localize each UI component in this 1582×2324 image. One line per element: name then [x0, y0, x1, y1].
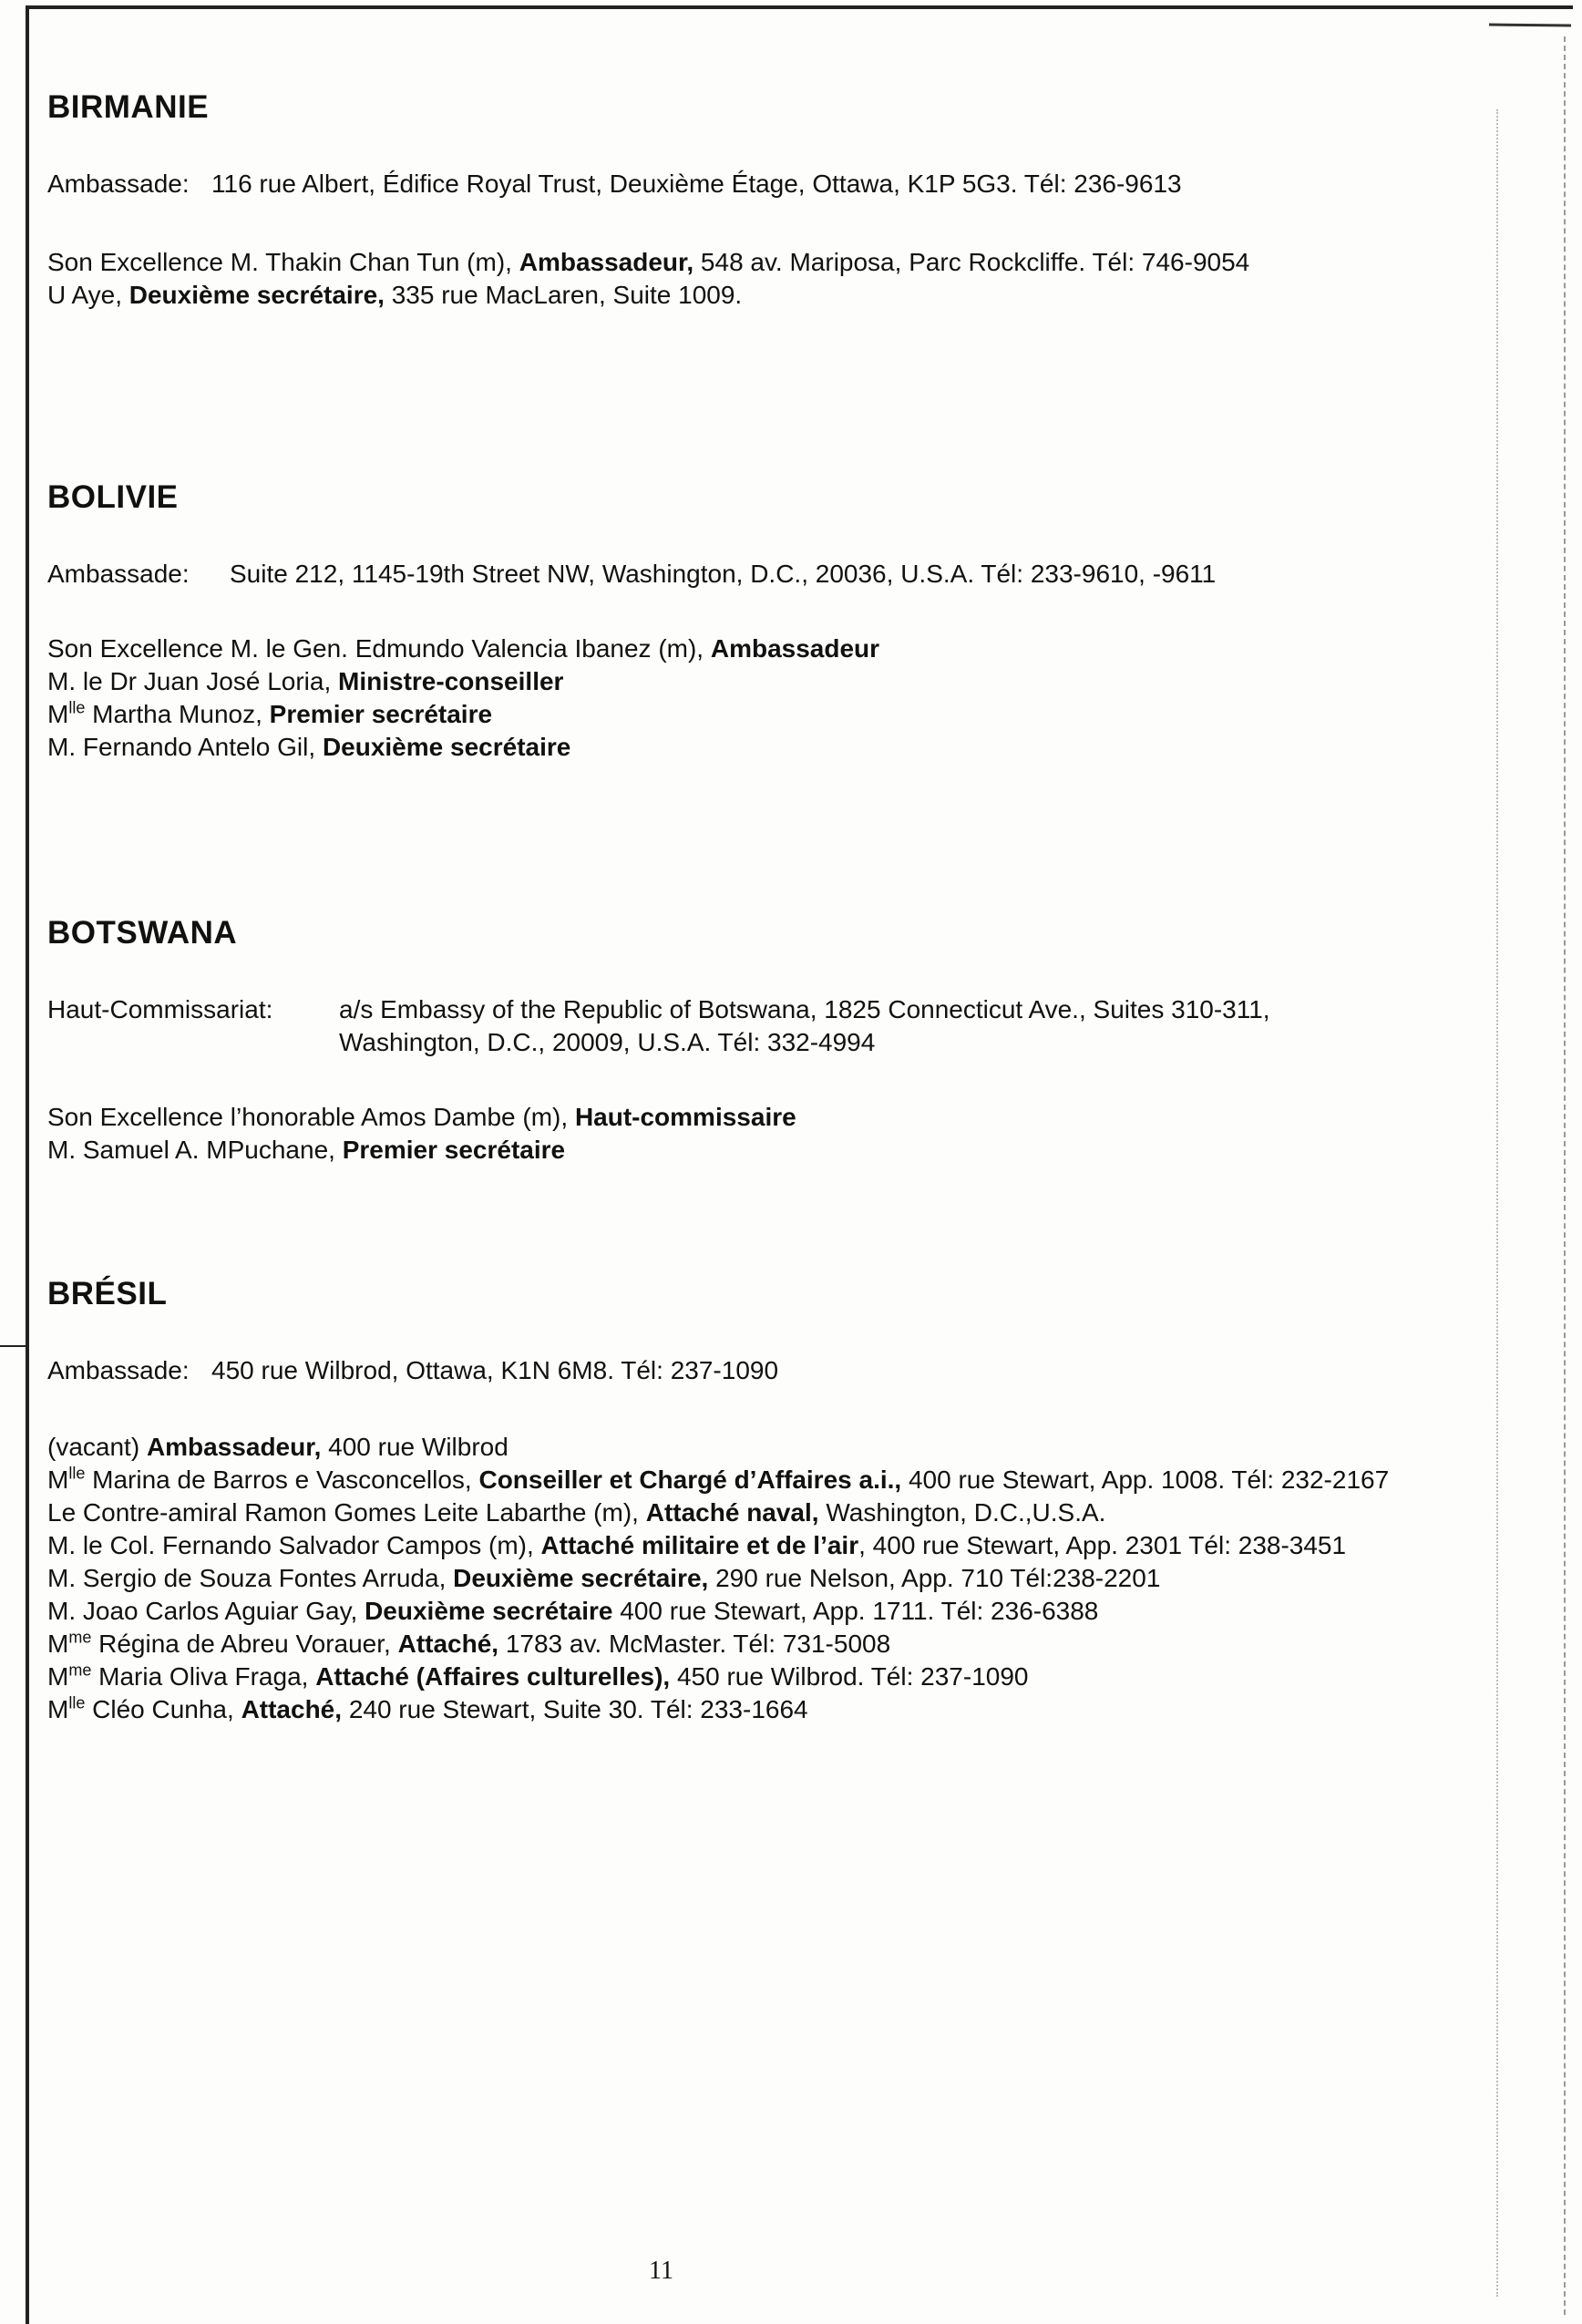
person-entry [47, 731, 1414, 764]
person-entry [47, 1628, 1414, 1661]
person-entry [47, 1101, 1414, 1134]
person-entry [47, 1661, 1414, 1693]
person-details: 400 rue Stewart, App. 1711. Tél: 236-6388 [620, 1597, 1099, 1625]
person-name: M. Joao Carlos Aguiar Gay, [47, 1597, 358, 1625]
person-entry [47, 632, 1414, 665]
person-title: Attaché naval, [645, 1498, 819, 1527]
person-title: Premier secrétaire [342, 1136, 566, 1164]
office-entry [47, 558, 1414, 591]
person-name: (vacant) [47, 1433, 140, 1461]
office-entry [47, 993, 1414, 1059]
person-entry [47, 1496, 1414, 1529]
person-entry [47, 1529, 1414, 1562]
person-name: Marina de Barros e Vasconcellos, [92, 1465, 472, 1494]
country-heading: BRÉSIL [47, 1276, 168, 1311]
person-title: Deuxième secrétaire [322, 733, 571, 761]
person-title: Attaché (Affaires culturelles), [315, 1662, 671, 1691]
person-name: Son Excellence l’honorable Amos Dambe (m), [47, 1103, 569, 1131]
country-section-birmanie [47, 89, 1414, 312]
office-label: Ambassade: [47, 560, 190, 588]
person-title: Ambassadeur, [146, 1433, 322, 1461]
person-name: Martha Munoz, [92, 700, 262, 728]
person-name: M. le Col. Fernando Salvador Campos (m), [47, 1531, 534, 1559]
person-title: Conseiller et Chargé d’Affaires a.i., [478, 1465, 902, 1494]
office-label: Ambassade: [47, 1356, 190, 1384]
person-entry [47, 698, 1414, 731]
country-section-bresil [47, 1276, 1414, 1726]
personnel-list [47, 1431, 1414, 1726]
person-title: Attaché, [241, 1695, 343, 1723]
honorific: M [47, 1662, 69, 1691]
person-details: 1783 av. McMaster. Tél: 731-5008 [505, 1630, 891, 1658]
honorific-suffix: me [68, 1628, 92, 1647]
honorific-suffix: lle [68, 1464, 86, 1483]
person-title: Deuxième secrétaire [365, 1597, 613, 1625]
person-title: Ambassadeur [710, 634, 880, 663]
person-name: M. Sergio de Souza Fontes Arruda, [47, 1564, 447, 1592]
person-entry [47, 1134, 1414, 1167]
person-entry [47, 665, 1414, 698]
right-edge-artifact-inner [1496, 109, 1498, 2297]
person-details: 240 rue Stewart, Suite 30. Tél: 233-1664 [348, 1695, 808, 1723]
country-heading: BIRMANIE [47, 89, 210, 125]
person-name: M. le Dr Juan José Loria, [47, 667, 332, 695]
top-border-rule [26, 5, 1573, 9]
person-title: Attaché militaire et de l’air [540, 1531, 859, 1559]
person-title: Attaché, [397, 1630, 499, 1658]
person-entry [47, 1464, 1414, 1496]
person-name: Son Excellence M. Thakin Chan Tun (m), [47, 248, 512, 276]
person-name: U Aye, [47, 281, 122, 309]
person-title: Ambassadeur, [519, 248, 694, 276]
person-entry [47, 1595, 1414, 1628]
person-entry [47, 1562, 1414, 1595]
honorific: M [47, 1465, 69, 1494]
top-border-rule-secondary [1489, 24, 1571, 27]
person-entry [47, 1431, 1414, 1464]
person-details: 450 rue Wilbrod. Tél: 237-1090 [676, 1662, 1029, 1691]
person-title: Ministre-conseiller [338, 667, 564, 695]
person-name: M. Samuel A. MPuchane, [47, 1136, 335, 1164]
country-heading: BOTSWANA [47, 915, 238, 951]
person-name: Le Contre-amiral Ramon Gomes Leite Labarthe (m), [47, 1498, 639, 1527]
office-label: Haut-Commissariat: [47, 995, 273, 1023]
person-details: , 400 rue Stewart, App. 2301 Tél: 238-3451 [858, 1531, 1347, 1559]
person-title: Deuxième secrétaire, [128, 281, 385, 309]
office-address: a/s Embassy of the Republic of Botswana, 1825 Connecticut Ave., Suites 310-311, Washington, D.C., 20009, U.S.A. Tél: 332-4994 [339, 995, 1270, 1056]
honorific-suffix: lle [68, 1693, 86, 1712]
left-margin-tick [0, 1345, 27, 1347]
personnel-list [47, 246, 1414, 312]
person-name: Régina de Abreu Vorauer, [98, 1630, 391, 1658]
person-entry [47, 279, 1414, 312]
personnel-list [47, 632, 1414, 764]
person-entry [47, 246, 1414, 279]
person-entry [47, 1693, 1414, 1726]
person-details: Washington, D.C.,U.S.A. [826, 1498, 1106, 1527]
honorific: M [47, 1695, 69, 1723]
office-entry [47, 1354, 1414, 1387]
office-label: Ambassade: [47, 170, 190, 198]
person-name: Maria Oliva Fraga, [98, 1662, 309, 1691]
office-address: Suite 212, 1145-19th Street NW, Washington, D.C., 20036, U.S.A. Tél: 233-9610, -9611 [230, 560, 1217, 588]
office-address: 450 rue Wilbrod, Ottawa, K1N 6M8. Tél: 237-1090 [211, 1356, 779, 1384]
country-section-botswana [47, 915, 1414, 1167]
person-details: 548 av. Mariposa, Parc Rockcliffe. Tél: 746-9054 [700, 248, 1250, 276]
person-title: Deuxième secrétaire, [453, 1564, 709, 1592]
honorific-suffix: lle [68, 698, 86, 717]
office-entry [47, 168, 1414, 201]
honorific: M [47, 1630, 69, 1658]
page-number: 11 [649, 2257, 673, 2285]
right-edge-artifact [1564, 36, 1566, 2315]
person-details: 400 rue Wilbrod [328, 1433, 508, 1461]
honorific: M [47, 700, 69, 728]
person-name: Son Excellence M. le Gen. Edmundo Valencia Ibanez (m), [47, 634, 704, 663]
person-title: Haut-commissaire [574, 1103, 796, 1131]
person-name: Cléo Cunha, [92, 1695, 234, 1723]
country-section-bolivie [47, 479, 1414, 764]
person-details: 335 rue MacLaren, Suite 1009. [391, 281, 743, 309]
left-border-rule [26, 5, 29, 2324]
personnel-list [47, 1101, 1414, 1167]
honorific-suffix: me [68, 1661, 92, 1680]
office-address: 116 rue Albert, Édifice Royal Trust, Deuxième Étage, Ottawa, K1P 5G3. Tél: 236-9613 [211, 170, 1182, 198]
country-heading: BOLIVIE [47, 479, 179, 515]
person-title: Premier secrétaire [269, 700, 493, 728]
person-name: M. Fernando Antelo Gil, [47, 733, 316, 761]
person-details: 400 rue Stewart, App. 1008. Tél: 232-2167 [908, 1465, 1390, 1494]
person-details: 290 rue Nelson, App. 710 Tél:238-2201 [715, 1564, 1161, 1592]
